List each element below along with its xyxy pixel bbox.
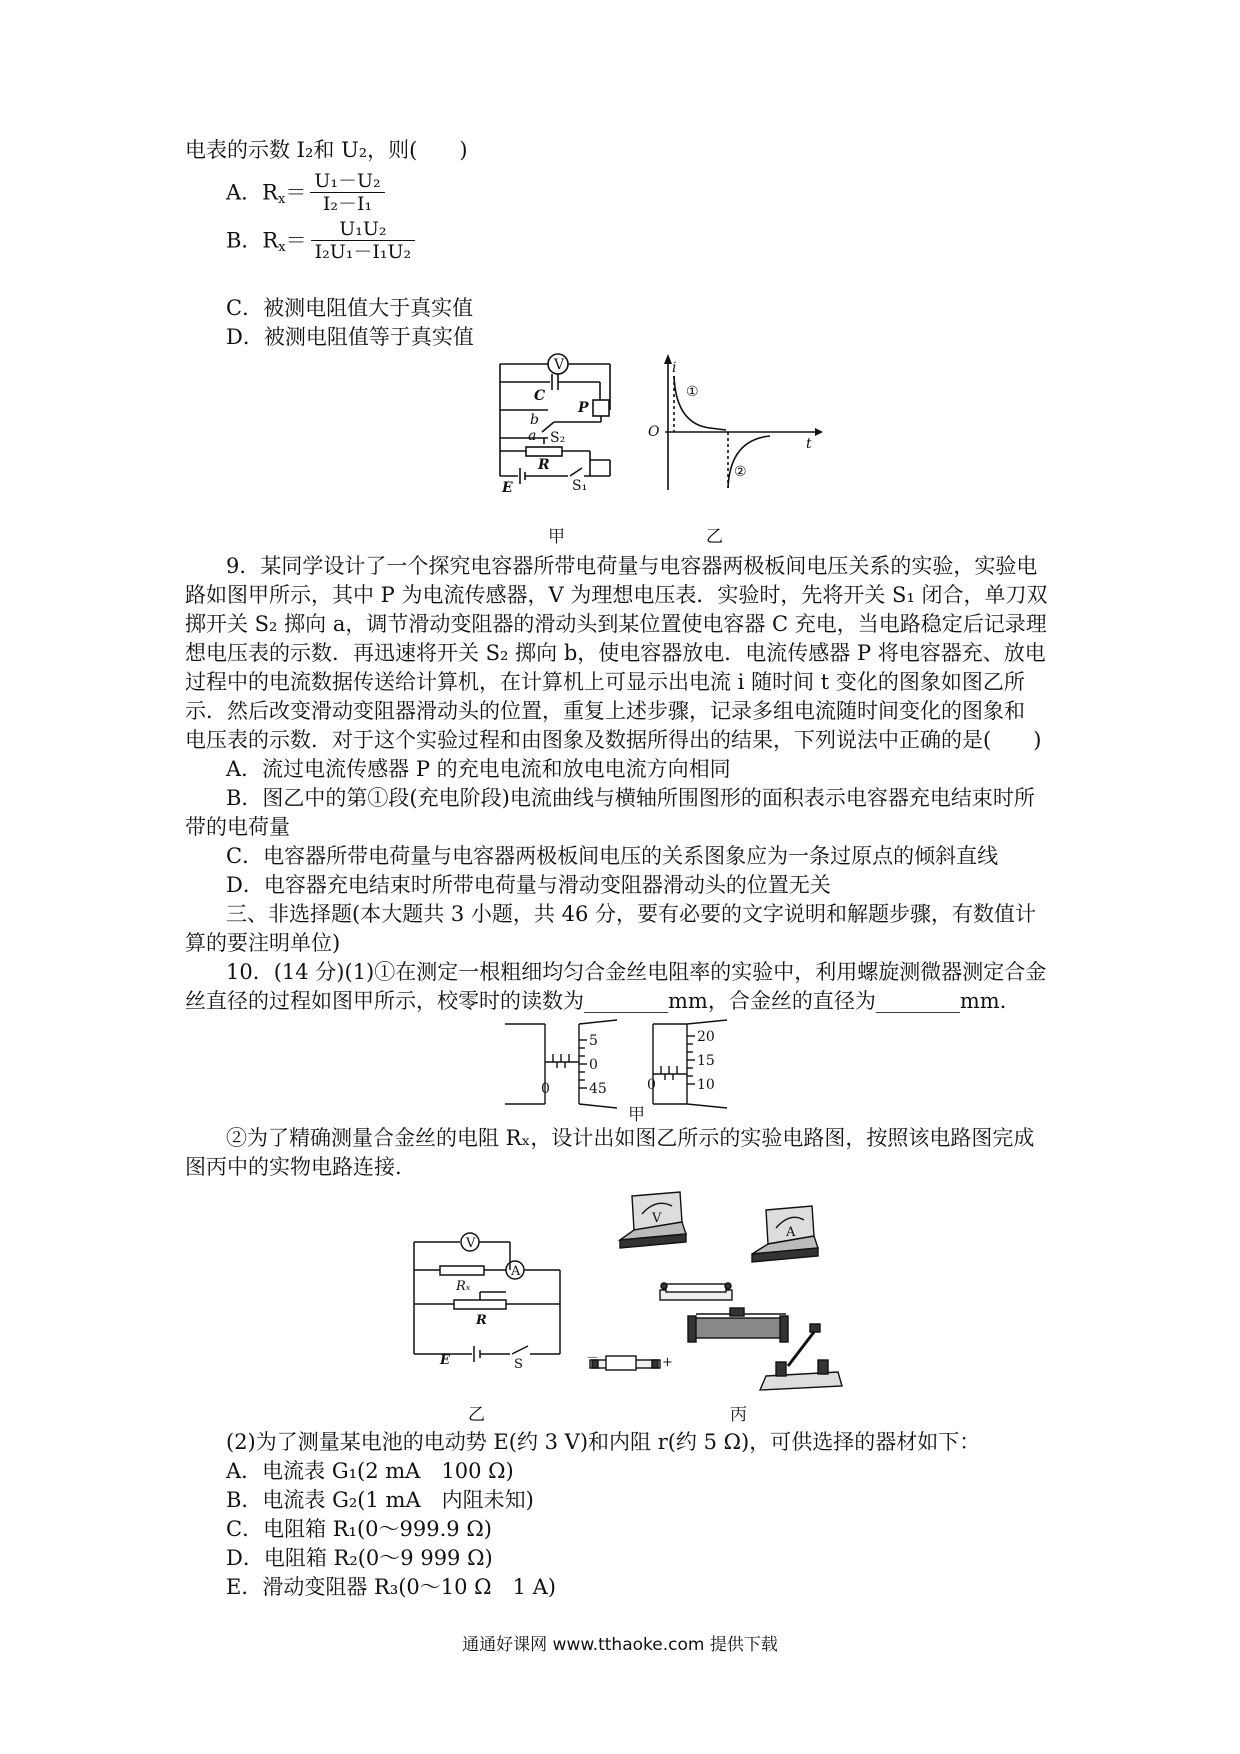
q8-option-a-sub: x: [277, 192, 286, 208]
svg-text:－: －: [586, 1351, 600, 1366]
q10-line-1: 10．(14 分)(1)①在测定一根粗细均匀合金丝电阻率的实验中，利用螺旋测微器测定合金: [226, 960, 1047, 984]
q9-option-a: A．流过电流传感器 P 的充电电流和放电电流方向相同: [226, 757, 731, 781]
graph-label-o: O: [648, 424, 660, 440]
svg-text:+: +: [662, 1355, 673, 1370]
fig9-caption-yi: 乙: [706, 527, 723, 547]
micro-right-15: 15: [697, 1053, 715, 1069]
circuit-yi: [410, 1232, 570, 1372]
q8-option-a-denominator: I₂－I₁: [322, 193, 373, 215]
q10-option-d: D．电阻箱 R₂(0～9 999 Ω): [226, 1546, 493, 1570]
fig9-label-v: V: [554, 357, 565, 373]
fig9-label-s1: S₁: [572, 478, 588, 494]
current-sensor-icon: [593, 400, 609, 416]
micrometer-caption-jia: 甲: [628, 1105, 645, 1125]
q10-part2-line-2: 图丙中的实物电路连接.: [185, 1155, 402, 1179]
fig9-label-c: C: [534, 388, 546, 404]
circuit-label-a: A: [511, 1264, 521, 1279]
circuit-label-rx: Rₓ: [456, 1279, 471, 1294]
graph-label-2: ②: [734, 464, 747, 480]
resistor-rx-icon: [440, 1266, 484, 1275]
graph-label-t: t: [806, 436, 812, 452]
circuit-caption-yi: 乙: [468, 1405, 485, 1425]
circuit-label-v: V: [466, 1236, 476, 1251]
q10-option-c: C．电阻箱 R₁(0～999.9 Ω): [226, 1517, 492, 1541]
q8-option-b: B．$R_x=$ $\frac{\text{U₁U₂}}{\text{I₂U₁－I₁U₂}}$: [226, 218, 415, 270]
q8-option-a-prefix: A．R: [226, 180, 278, 205]
micro-right-10: 10: [697, 1077, 715, 1093]
q9-option-b-line-1: B．图乙中的第①段(充电阶段)电流曲线与横轴所围图形的面积表示电容器充电结束时所: [226, 786, 1035, 810]
q8-option-b-fraction: [311, 218, 416, 263]
q9-option-d: D．电容器充电结束时所带电荷量与滑动变阻器滑动头的位置无关: [226, 873, 831, 897]
circuit-label-e: E: [440, 1353, 450, 1368]
micro-right-zero-mark: 0: [647, 1077, 656, 1093]
micrometer-figure: [505, 1018, 785, 1113]
q8-stem-end: 电表的示数 I₂和 U₂，则( ): [185, 138, 468, 162]
q9-line-3: 掷开关 S₂ 掷向 a，调节滑动变阻器的滑动头到某位置使电容器 C 充电，当电路稳定后记录理: [185, 612, 1047, 636]
q9-option-c: C．电容器所带电荷量与电容器两极板间电压的关系图象应为一条过原点的倾斜直线: [226, 844, 999, 868]
circuit-label-r: R: [476, 1313, 487, 1328]
q9-line-7: 电压表的示数．对于这个实验过程和由图象及数据所得出的结果，下列说法中正确的是( ): [185, 728, 1042, 752]
fig9-label-e: E: [502, 480, 513, 496]
q8-option-b-prefix: B．R: [226, 228, 279, 253]
micro-left-45: 45: [589, 1081, 607, 1097]
q10-part3-intro: (2)为了测量某电池的电动势 E(约 3 V)和内阻 r(约 5 Ω)，可供选择的器材如下：: [226, 1430, 981, 1454]
page-footer: 通通好课网 www.tthaoke.com 提供下载: [462, 1635, 778, 1655]
q8-option-a: A．$R_x=$ $\frac{\text{U₁－U₂}}{\text{I₂－I₁}}$: [226, 170, 385, 222]
q8-option-b-sub: x: [278, 240, 286, 256]
q9-line-5: 过程中的电流数据传送给计算机，在计算机上可显示出电流 i 随时间 t 变化的图象如图乙所: [185, 670, 1025, 694]
graph-label-1: ①: [686, 384, 699, 400]
circuit-switch-icon: [512, 1346, 528, 1354]
slide-rheostat-icon: [692, 1318, 782, 1338]
micro-left-zero-mark: 0: [541, 1081, 550, 1097]
micro-left-0: 0: [589, 1057, 598, 1073]
device-label-a: A: [786, 1225, 796, 1240]
q9-option-b-line-2: 带的电荷量: [185, 815, 290, 839]
q10-part2-line-1: ②为了精确测量合金丝的电阻 Rₓ，设计出如图乙所示的实验电路图，按照该电路图完成: [226, 1126, 1035, 1150]
q8-option-c: C．被测电阻值大于真实值: [226, 296, 474, 320]
device-label-v: V: [652, 1211, 662, 1226]
q8-option-d: D．被测电阻值等于真实值: [226, 325, 474, 349]
apparatus-caption-bing: 丙: [730, 1405, 747, 1425]
q8-option-a-numerator: U₁－U₂: [310, 170, 384, 193]
fig9-label-b: b: [530, 412, 539, 428]
fig9-label-r: R: [538, 457, 550, 473]
micro-left-5: 5: [589, 1033, 598, 1049]
fig9-label-a: a: [528, 428, 537, 444]
graph-label-i: i: [672, 360, 677, 376]
q10-option-e: E．滑动变阻器 R₃(0～10 Ω 1 A): [226, 1575, 556, 1599]
q9-figure: [490, 352, 830, 522]
q9-line-2: 路如图甲所示，其中 P 为电流传感器，V 为理想电压表．实验时，先将开关 S₁ 闭合，单刀双: [185, 583, 1048, 607]
fig9-label-s2: S₂: [550, 430, 566, 446]
rheostat-icon: [526, 447, 562, 456]
q10-option-b: B．电流表 G₂(1 mA 内阻未知): [226, 1488, 534, 1512]
apparatus-bing: [586, 1186, 890, 1401]
section3-line-1: 三、非选择题(本大题共 3 小题，共 46 分，要有必要的文字说明和解题步骤，有数值计: [226, 902, 1036, 926]
rheostat-r-icon: [454, 1300, 506, 1309]
switch-s1-icon: [570, 468, 582, 476]
q9-line-4: 想电压表的示数．再迅速将开关 S₂ 掷向 b，使电容器放电．电流传感器 P 将电容器充、放电: [185, 641, 1046, 665]
q9-line-1: 9．某同学设计了一个探究电容器所带电荷量与电容器两极板间电压关系的实验，实验电: [226, 554, 1038, 578]
section3-line-2: 算的要注明单位): [185, 931, 341, 955]
circuit-label-s: S: [514, 1357, 523, 1372]
q10-line-2: 丝直径的过程如图甲所示，校零时的读数为________mm，合金丝的直径为________mm.: [185, 989, 1007, 1013]
knife-switch-icon: [760, 1372, 842, 1390]
micro-right-20: 20: [697, 1029, 715, 1045]
q8-option-b-numerator: U₁U₂: [311, 218, 416, 241]
fig9-label-p: P: [578, 400, 589, 416]
fig9-caption-jia: 甲: [548, 527, 565, 547]
q8-option-b-denominator: I₂U₁－I₁U₂: [314, 241, 412, 263]
q10-option-a: A．电流表 G₁(2 mA 100 Ω): [226, 1459, 514, 1483]
q9-line-6: 示．然后改变滑动变阻器滑动头的位置，重复上述步骤，记录多组电流随时间变化的图象和: [185, 699, 1025, 723]
q8-option-a-fraction: [310, 170, 384, 215]
